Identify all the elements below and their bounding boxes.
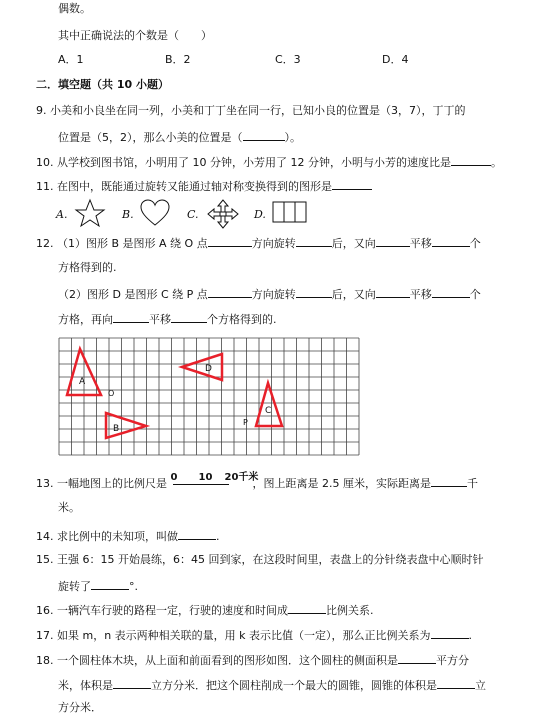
q10-line: 10. 从学校到图书馆，小明用了 10 分钟，小芳用了 12 分钟，小明与小芳的速度比是 。 bbox=[36, 156, 502, 169]
q11-blank[interactable] bbox=[332, 178, 372, 190]
triangle-b bbox=[106, 413, 146, 438]
q18-line2: 米，体积是 立方分米．把这个圆柱削成一个最大的圆锥，圆锥的体积是 立 bbox=[58, 679, 486, 692]
q12-blank2[interactable] bbox=[296, 235, 332, 247]
scale-bar: 0 10 20千米 bbox=[170, 472, 259, 483]
q16-blank[interactable] bbox=[288, 602, 326, 614]
q15-blank[interactable] bbox=[91, 578, 129, 590]
q15-line2: 旋转了 °. bbox=[58, 580, 138, 593]
rotation-grid-figure bbox=[58, 337, 362, 457]
q14-blank[interactable] bbox=[178, 528, 216, 540]
choice-b: B．2 bbox=[165, 53, 191, 66]
q18-blank3[interactable] bbox=[437, 677, 475, 689]
q18-blank1[interactable] bbox=[398, 652, 436, 664]
q11-label-c: C. bbox=[187, 208, 199, 221]
q11-line: 11. 在图中，既能通过旋转又能通过轴对称变换得到的图形是 bbox=[36, 178, 372, 194]
prev-question-prompt: 其中正确说法的个数是（ ） bbox=[58, 29, 212, 42]
choice-c: C．3 bbox=[275, 53, 301, 66]
q13-line2: 米。 bbox=[58, 501, 80, 514]
three-squares-shape-icon bbox=[272, 200, 308, 224]
q12-blank9[interactable] bbox=[113, 311, 149, 323]
q12-line3: （2）图形 D 是图形 C 绕 P 点 方向旋转 后，又向 平移 个 bbox=[58, 288, 481, 301]
label-c: C bbox=[265, 406, 272, 416]
triangle-c bbox=[256, 383, 282, 426]
q14-line: 14. 求比例中的未知项，叫做 . bbox=[36, 530, 220, 543]
q13-blank[interactable] bbox=[431, 475, 467, 487]
q13-line: 13. 一幅地图上的比例尺是 0 10 20千米 ，图上距离是 2.5 厘米，实际距离是 千 bbox=[36, 472, 478, 490]
choice-d: D．4 bbox=[382, 53, 409, 66]
q9-line1: 9. 小美和小良坐在同一列，小美和丁丁坐在同一行，已知小良的位置是（3，7），丁丁的 bbox=[36, 104, 466, 117]
q12-line2: 方格得到的. bbox=[58, 261, 117, 274]
label-p: P bbox=[243, 418, 248, 427]
q18-line3: 方分米． bbox=[58, 701, 102, 714]
q11-label-b: B. bbox=[122, 208, 134, 221]
label-d: D bbox=[205, 364, 212, 374]
q11-label-a: A. bbox=[56, 208, 68, 221]
star-shape-icon bbox=[74, 198, 106, 228]
choice-a: A．1 bbox=[58, 53, 84, 66]
q12-blank5[interactable] bbox=[208, 286, 252, 298]
q12-blank10[interactable] bbox=[171, 311, 207, 323]
q12-blank7[interactable] bbox=[376, 286, 410, 298]
q17-line: 17. 如果 m，n 表示两种相关联的量，用 k 表示比值（一定），那么正比例关系为 . bbox=[36, 629, 473, 642]
q12-blank8[interactable] bbox=[432, 286, 470, 298]
q12-blank6[interactable] bbox=[296, 286, 332, 298]
label-b: B bbox=[113, 424, 120, 434]
triangle-d bbox=[182, 354, 222, 380]
arrow-cross-shape-icon bbox=[206, 198, 240, 230]
q12-line4: 方格，再向 平移 个方格得到的. bbox=[58, 313, 277, 326]
q12-blank4[interactable] bbox=[432, 235, 470, 247]
q12-blank1[interactable] bbox=[208, 235, 252, 247]
q11-label-d: D. bbox=[254, 208, 266, 221]
q9-line2: 位置是（5，2），那么小美的位置是（ ）。 bbox=[58, 131, 301, 144]
prev-question-tail: 偶数。 bbox=[58, 2, 91, 15]
q12-line1: 12. （1）图形 B 是图形 A 绕 O 点 方向旋转 后，又向 平移 个 bbox=[36, 237, 481, 250]
q15-line1: 15. 王强 6：15 开始晨练，6：45 回到家，在这段时间里，表盘上的分针绕表盘中心顺时针 bbox=[36, 553, 484, 566]
q17-blank[interactable] bbox=[431, 627, 469, 639]
section-heading: 二．填空题（共 10 小题） bbox=[36, 78, 169, 91]
q18-blank2[interactable] bbox=[113, 677, 151, 689]
label-a: A bbox=[79, 377, 86, 387]
q12-blank3[interactable] bbox=[376, 235, 410, 247]
q18-line1: 18. 一个圆柱体木块，从上面和前面看到的图形如图．这个圆柱的侧面积是 平方分 bbox=[36, 654, 469, 667]
q16-line: 16. 一辆汽车行驶的路程一定，行驶的速度和时间成 比例关系. bbox=[36, 604, 374, 617]
grid-lines bbox=[59, 338, 359, 455]
label-o: O bbox=[108, 389, 115, 398]
q9-blank[interactable] bbox=[243, 129, 285, 141]
q10-blank[interactable] bbox=[451, 154, 491, 166]
heart-shape-icon bbox=[139, 198, 171, 228]
